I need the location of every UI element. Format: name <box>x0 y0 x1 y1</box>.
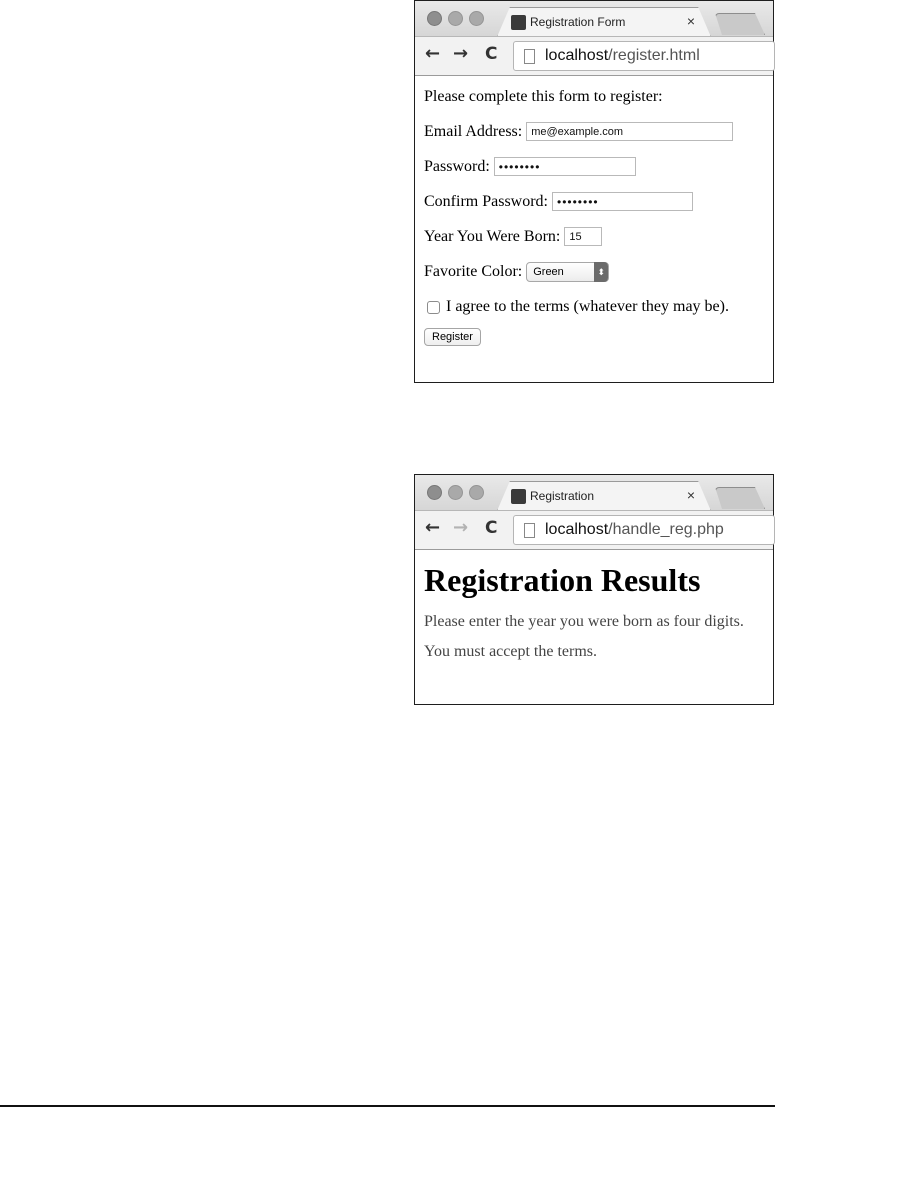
tab-close-icon[interactable]: × <box>686 13 695 29</box>
password-label: Password: <box>424 157 490 175</box>
page-icon <box>524 49 535 64</box>
tab-content <box>511 484 701 508</box>
minimize-window-button[interactable] <box>448 485 463 500</box>
browser-window-register <box>414 0 774 383</box>
title-bar <box>415 475 773 510</box>
new-tab-button[interactable] <box>715 487 765 509</box>
terms-label: I agree to the terms (whatever they may be). <box>446 298 729 315</box>
page-divider <box>0 1105 775 1107</box>
close-window-button[interactable] <box>427 11 442 26</box>
zoom-window-button[interactable] <box>469 485 484 500</box>
register-button[interactable]: Register <box>424 328 481 346</box>
color-label: Favorite Color: <box>424 263 523 280</box>
url-path: /register.html <box>608 47 700 64</box>
apple-favicon-icon <box>511 489 526 504</box>
confirm-password-field[interactable]: •••••••• <box>552 192 693 211</box>
minimize-window-button[interactable] <box>448 11 463 26</box>
submit-row <box>424 328 764 346</box>
close-window-button[interactable] <box>427 485 442 500</box>
forward-arrow-icon: → <box>453 517 469 538</box>
color-select-value: Green <box>533 266 564 278</box>
back-arrow-icon[interactable]: ← <box>425 43 441 64</box>
back-arrow-icon[interactable]: ← <box>425 517 441 538</box>
tab-content <box>511 10 701 34</box>
year-field[interactable]: 15 <box>564 227 602 246</box>
year-label: Year You Were Born: <box>424 227 561 245</box>
terms-checkbox[interactable] <box>427 301 440 314</box>
color-row <box>424 262 764 282</box>
error-message: Please enter the year you were born as four digits. <box>424 613 744 630</box>
forward-arrow-icon[interactable]: → <box>453 43 469 64</box>
reload-icon[interactable]: C <box>485 518 498 538</box>
password-field[interactable]: •••••••• <box>494 157 636 176</box>
error-message: You must accept the terms. <box>424 643 598 660</box>
page-content <box>415 550 773 661</box>
intro-row <box>424 88 764 106</box>
window-controls <box>427 11 484 26</box>
url-host: localhost <box>545 521 609 538</box>
confirm-password-label: Confirm Password: <box>424 192 548 210</box>
select-arrow-icon: ⬍ <box>594 262 608 282</box>
url-path: /handle_reg.php <box>608 521 724 538</box>
apple-favicon-icon <box>511 15 526 30</box>
browser-toolbar <box>415 36 773 76</box>
year-row <box>424 227 764 246</box>
page-icon <box>524 523 535 538</box>
browser-window-results <box>414 474 774 705</box>
browser-toolbar <box>415 510 773 550</box>
tab-title: Registration <box>530 489 595 503</box>
tab-title: Registration Form <box>530 15 626 29</box>
terms-row <box>424 298 764 316</box>
email-label: Email Address: <box>424 122 523 140</box>
email-field[interactable]: me@example.com <box>526 122 733 141</box>
tab-close-icon[interactable]: × <box>686 487 695 503</box>
confirm-password-row <box>424 192 764 211</box>
page-content <box>415 76 773 346</box>
window-controls <box>427 485 484 500</box>
color-select[interactable] <box>526 262 609 282</box>
url-host: localhost <box>545 47 609 64</box>
form-intro: Please complete this form to register: <box>424 88 663 105</box>
title-bar <box>415 1 773 36</box>
address-bar[interactable] <box>513 41 775 71</box>
new-tab-button[interactable] <box>715 13 765 35</box>
zoom-window-button[interactable] <box>469 11 484 26</box>
reload-icon[interactable]: C <box>485 44 498 64</box>
email-row <box>424 122 764 141</box>
address-bar[interactable] <box>513 515 775 545</box>
password-row <box>424 157 764 176</box>
page-title: Registration Results <box>424 562 701 598</box>
